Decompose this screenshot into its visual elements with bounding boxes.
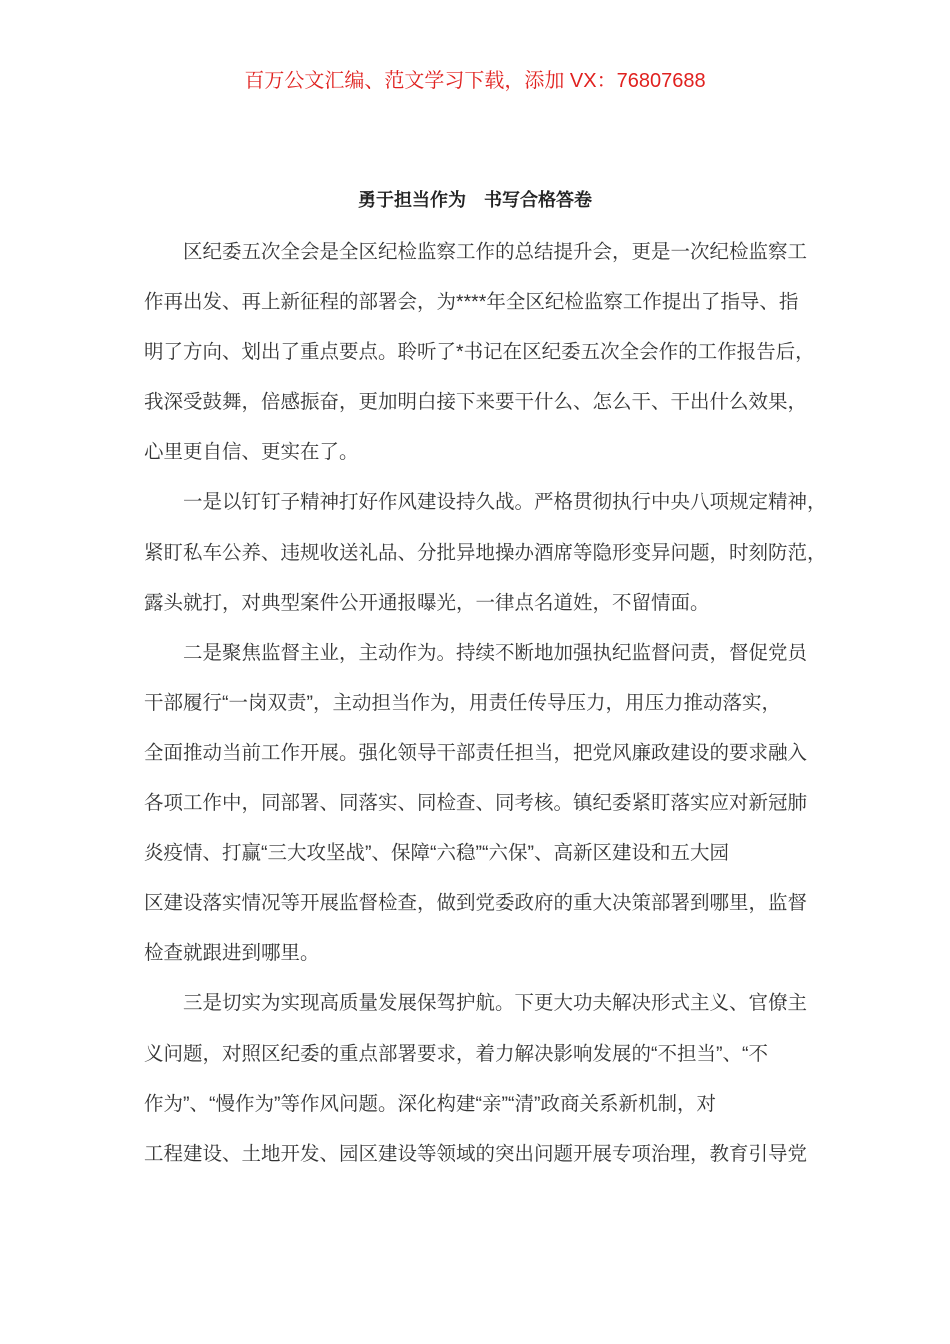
text-line: 心里更自信、更实在了。 <box>144 441 359 464</box>
text-line: 工程建设、土地开发、园区建设等领域的突出问题开展专项治理，教育引导党 <box>144 1142 808 1165</box>
watermark-banner: 百万公文汇编、范文学习下载，添加 VX：76807688 <box>244 70 706 92</box>
text-line: 作为”、“慢作为”等作风问题。深化构建“亲”“清”政商关系新机制，对 <box>144 1092 716 1115</box>
paragraph <box>144 227 824 477</box>
text-line: 三是切实为实现高质量发展保驾护航。下更大功夫解决形式主义、官僚主 <box>183 992 808 1015</box>
text-line: 义问题，对照区纪委的重点部署要求，着力解决影响发展的“不担当”、“不 <box>144 1042 768 1065</box>
paragraph <box>144 978 824 1178</box>
text-line: 全面推动当前工作开展。强化领导干部责任担当，把党风廉政建设的要求融入 <box>144 741 808 764</box>
text-line: 区建设落实情况等开展监督检查，做到党委政府的重大决策部署到哪里，监督 <box>144 892 808 915</box>
text-line: 炎疫情、打赢“三大攻坚战”、保障“六稳”“六保”、高新区建设和五大园 <box>144 842 729 865</box>
text-line: 明了方向、划出了重点要点。聆听了*书记在区纪委五次全会作的工作报告后， <box>144 341 815 364</box>
text-line: 露头就打，对典型案件公开通报曝光，一律点名道姓，不留情面。 <box>144 591 710 614</box>
text-line: 检查就跟进到哪里。 <box>144 942 320 965</box>
text-line: 干部履行“一岗双责”，主动担当作为，用责任传导压力，用压力推动落实， <box>144 691 781 714</box>
paragraph <box>144 628 824 979</box>
document-title: 勇于担当作为 书写合格答卷 <box>358 190 592 210</box>
text-line: 我深受鼓舞，倍感振奋，更加明白接下来要干什么、怎么干、干出什么效果， <box>144 391 808 414</box>
text-line: 区纪委五次全会是全区纪检监察工作的总结提升会，更是一次纪检监察工 <box>183 241 808 263</box>
text-line: 二是聚焦监督主业，主动作为。持续不断地加强执纪监督问责，督促党员 <box>183 641 808 664</box>
document-body <box>144 227 827 1179</box>
text-line: 一是以钉钉子精神打好作风建设持久战。严格贯彻执行中央八项规定精神， <box>183 491 827 514</box>
text-line: 作再出发、再上新征程的部署会，为****年全区纪检监察工作提出了指导、指 <box>144 291 799 314</box>
text-line: 各项工作中，同部署、同落实、同检查、同考核。镇纪委紧盯落实应对新冠肺 <box>144 792 808 815</box>
paragraph <box>144 477 827 627</box>
text-line: 紧盯私车公养、违规收送礼品、分批异地操办酒席等隐形变异问题，时刻防范， <box>144 541 827 564</box>
